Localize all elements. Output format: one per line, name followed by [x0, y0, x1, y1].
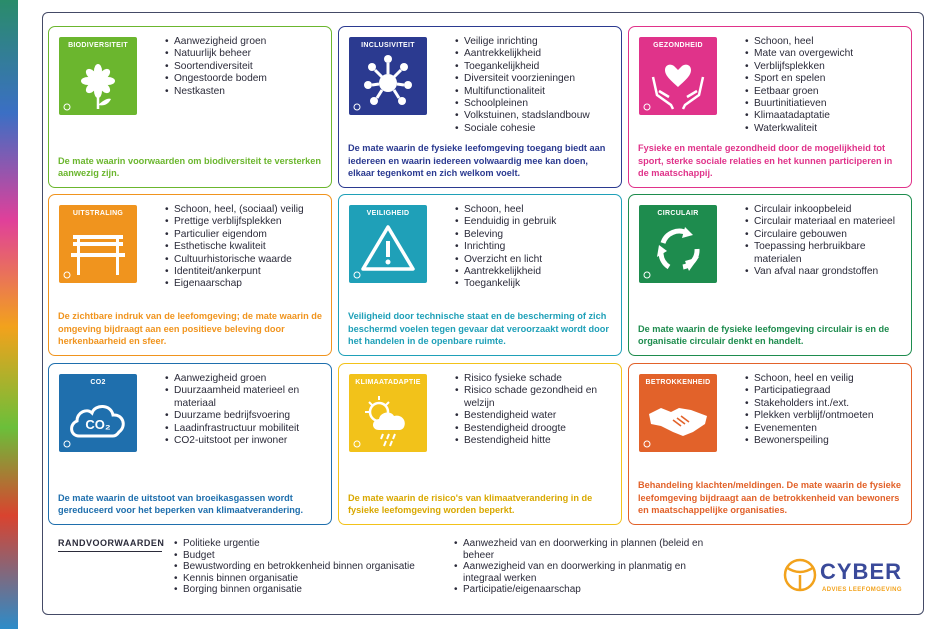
theme-tile [349, 374, 427, 452]
tile-title: CO2 [90, 379, 106, 386]
tile-title: VEILIGHEID [366, 210, 410, 217]
criteria-list [455, 204, 617, 291]
criteria-list [165, 373, 327, 447]
criteria-list [745, 204, 907, 278]
criteria-item: • Veilige inrichting [455, 36, 617, 48]
theme-description: Veiligheid door technische staat en de bescherming of zich beschermd voelen tegen gevaar dat veroorzaakt wordt door het handelen in de openbare ruimte. [348, 311, 609, 346]
emblem-icon [644, 441, 650, 447]
criteria-item: • Risico fysieke schade [455, 373, 617, 385]
theme-description: Fysieke en mentale gezondheid door de mogelijkheid tot sport, sterke sociale relaties en het kunnen participeren in de maatschappij. [638, 143, 893, 178]
criteria-item: • Diversiteit voorzieningen [455, 73, 617, 85]
theme-description: De zichtbare indruk van de leefomgeving; de mate waarin de omgeving bijdraagt aan een positieve beleving door herkenbaarheid en sfeer. [58, 311, 322, 346]
theme-tile [59, 374, 137, 452]
criteria-item: • Aanwezigheid groen [165, 373, 327, 385]
criteria-item: • Eigenaarschap [165, 278, 327, 290]
criteria-item: • Duurzaamheid materieel en materiaal [165, 385, 327, 410]
criteria-item: • Cultuurhistorische waarde [165, 254, 327, 266]
theme-tile [639, 37, 717, 115]
tile-title: UITSTRALING [72, 210, 124, 217]
tile-title: CIRCULAIR [657, 210, 699, 217]
theme-card-biodiversiteit [48, 26, 332, 188]
tile-title: INCLUSIVITEIT [361, 42, 415, 49]
randvoorwaarden-title: RANDVOORWAARDEN [58, 538, 165, 548]
criteria-item: • Circulaire gebouwen [745, 229, 907, 241]
theme-card-uitstraling [48, 194, 332, 356]
criteria-item: • CO2-uitstoot per inwoner [165, 435, 327, 447]
criteria-item: • Schoolpleinen [455, 98, 617, 110]
randvoorwaarde-item: • Aanwezigheid van en doorwerking in planmatig en integraal werken [454, 561, 714, 584]
randvoorwaarden-underline [58, 551, 162, 552]
criteria-item: • Aantrekkelijkheid [455, 266, 617, 278]
criteria-item: • Waterkwaliteit [745, 123, 907, 135]
criteria-item: • Eetbaar groen [745, 86, 907, 98]
theme-tile [349, 37, 427, 115]
theme-tile [59, 37, 137, 115]
criteria-item: • Schoon, heel [455, 204, 617, 216]
co2-icon-text: CO₂ [85, 417, 111, 432]
theme-card-betrokkenheid [628, 363, 912, 525]
criteria-item: • Esthetische kwaliteit [165, 241, 327, 253]
theme-description: De mate waarin de risico's van klimaatverandering in de fysieke leefomgeving worden beperkt. [348, 492, 593, 515]
emblem-icon [64, 272, 70, 278]
theme-tile [59, 205, 137, 283]
emblem-icon [644, 104, 650, 110]
randvoorwaarden-left-list [174, 538, 444, 596]
theme-card-co2 [48, 363, 332, 525]
theme-card-gezondheid [628, 26, 912, 188]
criteria-list [455, 373, 617, 447]
criteria-item: • Toegankelijkheid [455, 61, 617, 73]
emblem-icon [644, 272, 650, 278]
criteria-item: • Sport en spelen [745, 73, 907, 85]
criteria-item: • Bestendigheid droogte [455, 423, 617, 435]
criteria-list [165, 36, 327, 98]
criteria-item: • Prettige verblijfsplekken [165, 216, 327, 228]
theme-card-inclusiviteit [338, 26, 622, 188]
emblem-icon [354, 104, 360, 110]
criteria-list [165, 204, 327, 291]
logo-subtitle: ADVIES LEEFOMGEVING [822, 587, 902, 593]
criteria-item: • Sociale cohesie [455, 123, 617, 135]
criteria-item: • Schoon, heel en veilig [745, 373, 907, 385]
criteria-item: • Beleving [455, 229, 617, 241]
theme-description: De mate waarin de uitstoot van broeikasgassen wordt gereduceerd voor het beperken van klimaatverandering. [58, 492, 304, 515]
tile-title: BETROKKENHEID [645, 379, 711, 386]
tile-title: GEZONDHEID [653, 42, 703, 49]
randvoorwaarde-item: • Participatie/eigenaarschap [454, 584, 714, 596]
criteria-item: • Aanwezigheid groen [165, 36, 327, 48]
criteria-item: • Nestkasten [165, 86, 327, 98]
criteria-item: • Schoon, heel, (sociaal) veilig [165, 204, 327, 216]
criteria-item: • Bestendigheid water [455, 410, 617, 422]
criteria-item: • Natuurlijk beheer [165, 48, 327, 60]
emblem-icon [354, 441, 360, 447]
tile-title: BIODIVERSITEIT [68, 42, 128, 49]
theme-card-circulair [628, 194, 912, 356]
emblem-icon [354, 272, 360, 278]
tile-title: KLIMAATADAPTIE [355, 379, 421, 386]
theme-card-veiligheid [338, 194, 622, 356]
cyber-logo-mark-icon [782, 555, 822, 597]
theme-card-klimaatadaptie [338, 363, 622, 525]
criteria-item: • Van afval naar grondstoffen [745, 266, 907, 278]
theme-description: De mate waarin de fysieke leefomgeving circulair is en de organisatie circulair denkt en handelt. [638, 323, 890, 346]
decorative-color-strip [0, 0, 18, 629]
criteria-item: • Plekken verblijf/ontmoeten [745, 410, 907, 422]
criteria-item: • Participatiegraad [745, 385, 907, 397]
criteria-item: • Toegankelijk [455, 278, 617, 290]
criteria-item: • Bewonerspeiling [745, 435, 907, 447]
theme-tile [349, 205, 427, 283]
criteria-item: • Eenduidig in gebruik [455, 216, 617, 228]
criteria-item: • Klimaatadaptatie [745, 110, 907, 122]
randvoorwaarde-item: • Bewustwording en betrokkenheid binnen organisatie [174, 561, 444, 573]
criteria-item: • Schoon, heel [745, 36, 907, 48]
criteria-item: • Bestendigheid hitte [455, 435, 617, 447]
randvoorwaarde-item: • Politieke urgentie [174, 538, 444, 550]
criteria-item: • Circulair materiaal en materieel [745, 216, 907, 228]
criteria-item: • Buurtinitiatieven [745, 98, 907, 110]
theme-description: De mate waarin de fysieke leefomgeving toegang biedt aan iedereen en waarin iedereen volwaardig mee kan doen, elkaar tegenkomt en zich welkom voelt. [348, 143, 606, 178]
criteria-item: • Stakeholders int./ext. [745, 398, 907, 410]
emblem-icon [64, 441, 70, 447]
cyber-logo [782, 555, 912, 601]
criteria-item: • Identiteit/ankerpunt [165, 266, 327, 278]
theme-description: De mate waarin voorwaarden om biodiversiteit te versterken aanwezig zijn. [58, 155, 321, 178]
randvoorwaarden-right-list [454, 538, 714, 596]
logo-name: CYBER [820, 559, 903, 584]
theme-description: Behandeling klachten/meldingen. De mate waarin de fysieke leefomgeving bijdraagt aan de betrokkenheid van bewoners en maatschappelijke organisaties. [638, 480, 901, 515]
criteria-item: • Risico schade gezondheid en welzijn [455, 385, 617, 410]
criteria-item: • Laadinfrastructuur mobiliteit [165, 423, 327, 435]
criteria-item: • Volkstuinen, stadslandbouw [455, 110, 617, 122]
criteria-item: • Aantrekkelijkheid [455, 48, 617, 60]
criteria-list [745, 36, 907, 135]
criteria-item: • Soortendiversiteit [165, 61, 327, 73]
emblem-icon [64, 104, 70, 110]
criteria-item: • Circulair inkoopbeleid [745, 204, 907, 216]
theme-tile [639, 205, 717, 283]
randvoorwaarde-item: • Kennis binnen organisatie [174, 573, 444, 585]
criteria-item: • Inrichting [455, 241, 617, 253]
criteria-item: • Verblijfsplekken [745, 61, 907, 73]
theme-tile [639, 374, 717, 452]
criteria-list [745, 373, 907, 447]
criteria-item: • Toepassing herbruikbare materialen [745, 241, 907, 266]
criteria-item: • Duurzame bedrijfsvoering [165, 410, 327, 422]
randvoorwaarde-item: • Budget [174, 550, 444, 562]
criteria-item: • Evenementen [745, 423, 907, 435]
randvoorwaarde-item: • Borging binnen organisatie [174, 584, 444, 596]
criteria-item: • Multifunctionaliteit [455, 86, 617, 98]
criteria-list [455, 36, 617, 135]
criteria-item: • Ongestoorde bodem [165, 73, 327, 85]
criteria-item: • Mate van overgewicht [745, 48, 907, 60]
criteria-item: • Particulier eigendom [165, 229, 327, 241]
criteria-item: • Overzicht en licht [455, 254, 617, 266]
randvoorwaarde-item: • Aanwezheid van en doorwerking in plannen (beleid en beheer [454, 538, 714, 561]
